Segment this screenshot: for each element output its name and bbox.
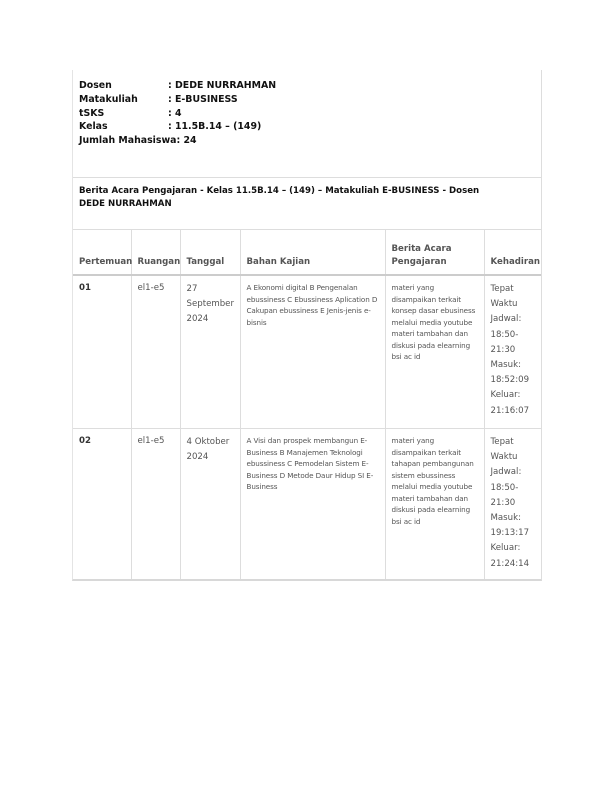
teaching-report-table (73, 230, 541, 579)
info-row-matakuliah (79, 93, 541, 107)
cell-tanggal: 27 September 2024 (180, 275, 240, 429)
cell-pertemuan: 02 (73, 429, 131, 580)
cell-kehadiran (484, 275, 541, 429)
info-label: tSKS (79, 107, 105, 119)
cell-berita-acara: materi yang disampaikan terkait konsep dasar ebusiness melalui media youtube materi tambahan dan diskusi pada elearning bsi ac id (385, 275, 484, 429)
info-label: Matakuliah (79, 93, 138, 105)
info-row-dosen (79, 79, 541, 93)
header-ruangan: Ruangan (131, 230, 180, 275)
cell-ruangan: el1-e5 (131, 275, 180, 429)
attendance-status: Tepat Waktu (490, 437, 518, 463)
document-page (72, 70, 542, 581)
cell-kehadiran (484, 429, 541, 580)
attendance-status: Tepat Waktu (490, 284, 518, 310)
info-label: Dosen (79, 80, 112, 91)
header-berita-acara: Berita Acara Pengajaran (385, 230, 484, 275)
info-value: : DEDE NURRAHMAN (168, 80, 277, 91)
header-bahan-kajian: Bahan Kajian (240, 230, 385, 275)
header-pertemuan: Pertemuan (73, 230, 131, 275)
info-value: : E-BUSINESS (168, 93, 238, 105)
table-row (73, 275, 541, 429)
header-tanggal: Tanggal (180, 230, 240, 275)
cell-pertemuan: 01 (73, 275, 131, 429)
attendance-check-out: Keluar: 21:16:07 (490, 390, 530, 416)
info-value: : 4 (168, 107, 182, 119)
cell-bahan-kajian: A Visi dan prospek membangun E-Business B Manajemen Teknologi ebussiness C Pemodelan Sistem E-Business D Metode Daur Hidup SI E- Business (240, 429, 385, 580)
cell-tanggal: 4 Oktober 2024 (180, 429, 240, 580)
attendance-check-out: Keluar: 21:24:14 (490, 543, 530, 569)
attendance-schedule: Jadwal: 18:50-21:30 (490, 314, 522, 355)
attendance-check-in: Masuk: 18:52:09 (490, 360, 530, 386)
cell-ruangan: el1-e5 (131, 429, 180, 580)
info-label: Kelas (79, 121, 108, 133)
info-row-sks (79, 107, 541, 121)
table-row (73, 429, 541, 580)
info-row-kelas (79, 120, 541, 134)
info-label: Jumlah Mahasiswa (79, 135, 177, 147)
report-heading: Berita Acara Pengajaran - Kelas 11.5B.14 – (149) – Matakuliah E-BUSINESS - Dosen DEDE NURRAHMAN (73, 178, 541, 230)
course-info-block (73, 70, 541, 178)
attendance-check-in: Masuk: 19:13:17 (490, 513, 530, 539)
attendance-schedule: Jadwal: 18:50-21:30 (490, 467, 522, 508)
info-value: : 11.5B.14 – (149) (168, 121, 262, 133)
info-value: : 24 (176, 135, 197, 147)
header-kehadiran: Kehadiran (484, 230, 541, 275)
cell-bahan-kajian: A Ekonomi digital B Pengenalan ebussiness C Ebussiness Aplication D Cakupan ebussiness E Jenis-jenis e-bisnis (240, 275, 385, 429)
cell-berita-acara: materi yang disampaikan terkait tahapan pembangunan sistem ebussiness melalui media youtube materi tambahan dan diskusi pada elearning bsi ac id (385, 429, 484, 580)
info-row-jumlah-mahasiswa (79, 134, 541, 148)
table-header-row (73, 230, 541, 275)
